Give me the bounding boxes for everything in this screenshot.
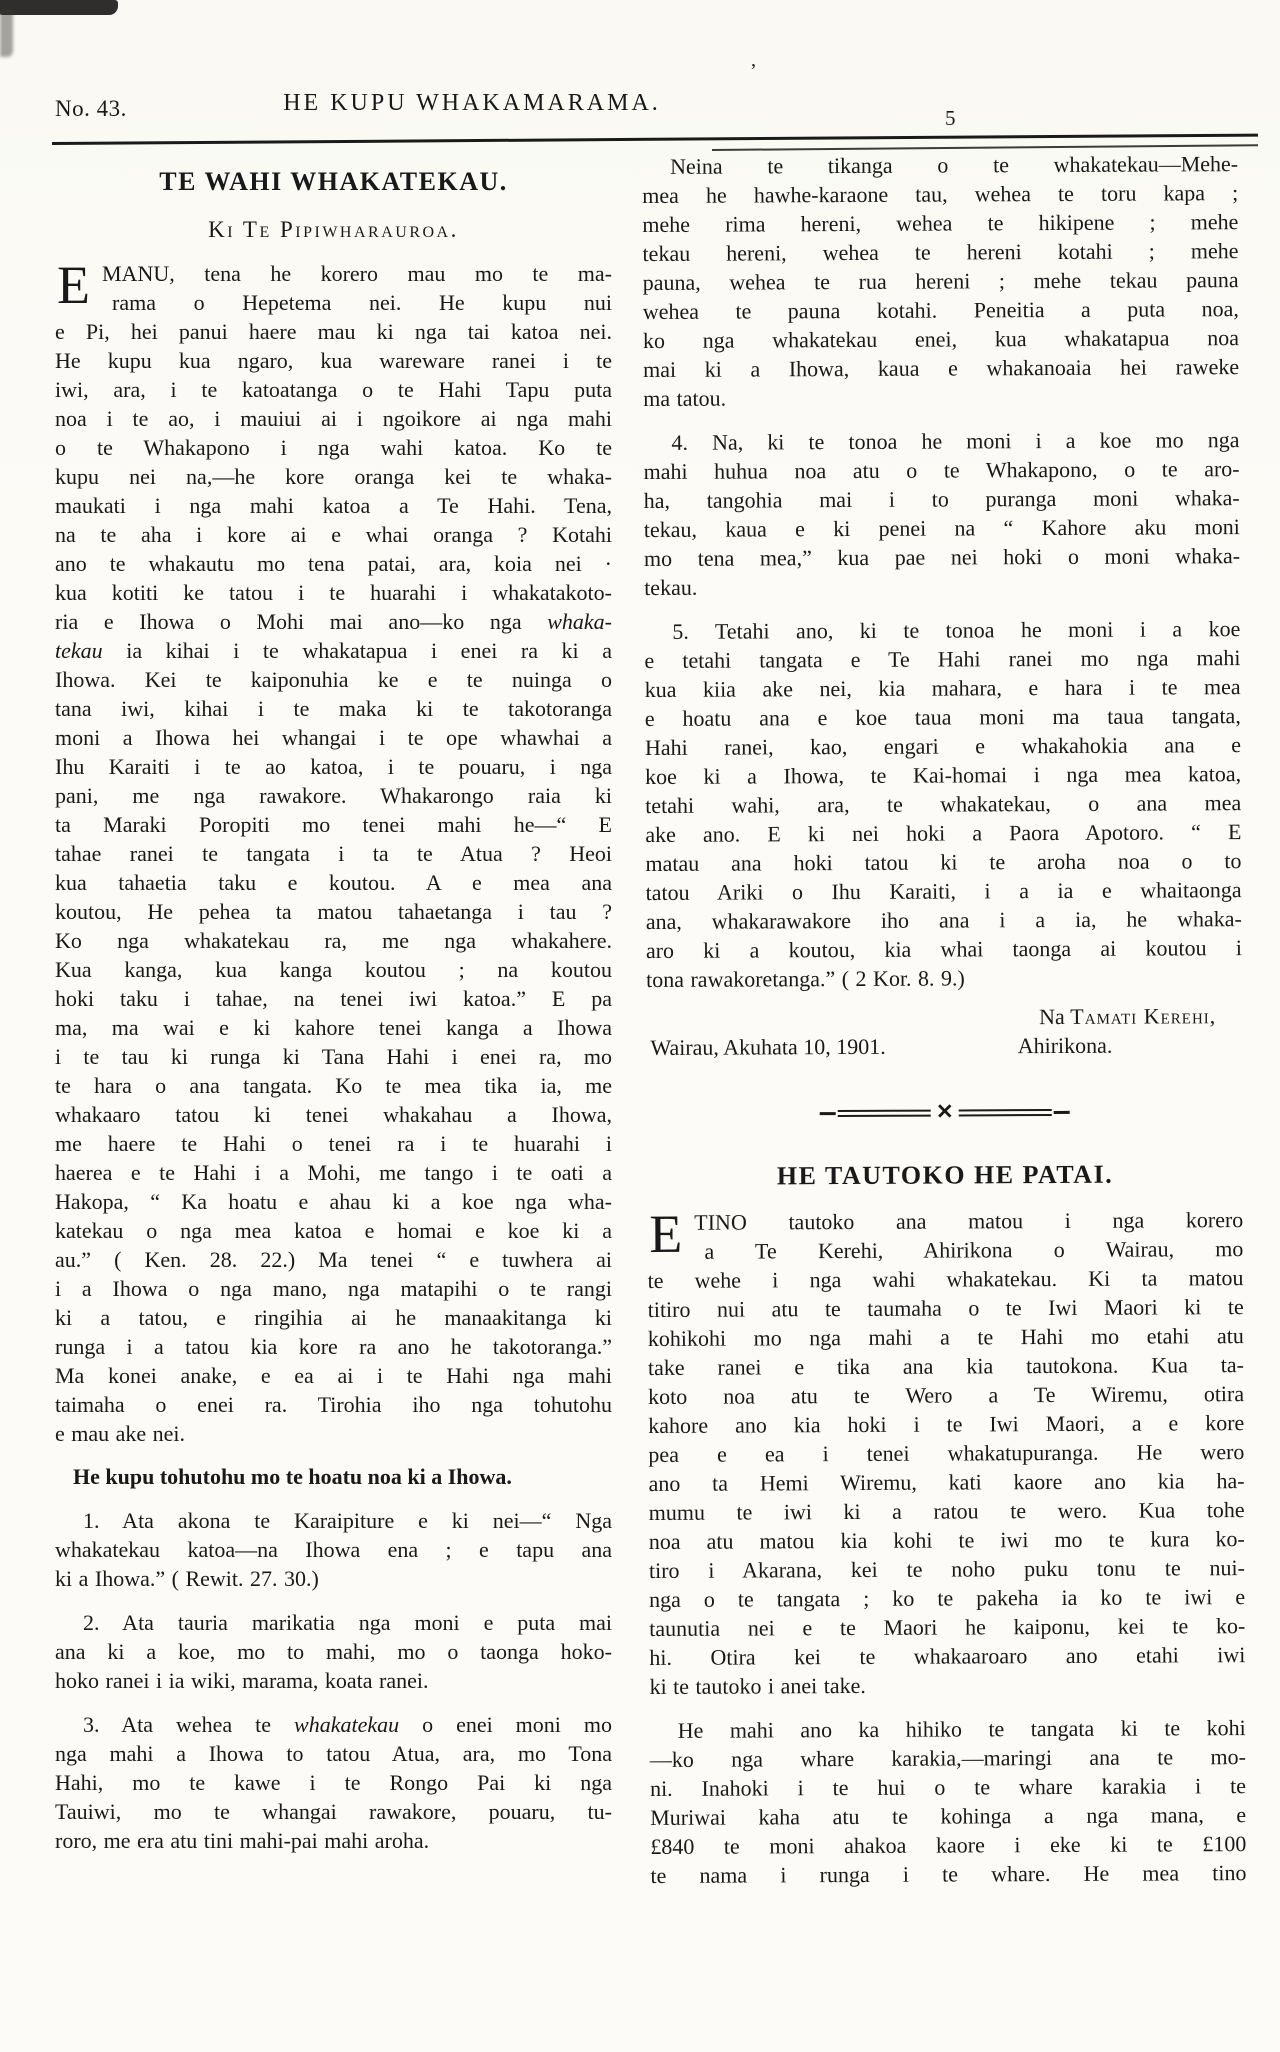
text-line: 2. Ata tauria marikatia nga moni e puta mai	[83, 1610, 612, 1635]
text-line: £840 te moni ahakoa kaore i eke ki te £100	[650, 1831, 1247, 1859]
text-line: whakaaro tatou ki tenei whakahau a Ihowa,	[55, 1102, 612, 1127]
text-line: ki a Ihowa.” ( Rewit. 27. 30.)	[55, 1566, 319, 1591]
signature-role: Ahirikona.	[1017, 1032, 1113, 1059]
text-line: ana ki a koe, mo to mahi, mo o taonga hoko-	[55, 1639, 612, 1664]
text-line: 1. Ata akona te Karaipiture e ki nei—“ Nga	[83, 1508, 612, 1533]
text-line: i te tau ki runga ki Tana Hahi i enei ra, mo	[55, 1044, 612, 1069]
text-line: ko nga whakatekau enei, kua whakatapua noa	[642, 325, 1240, 353]
text-line: a Te Kerehi, Ahirikona o Wairau, mo	[704, 1236, 1244, 1264]
divider-rule	[959, 1109, 1052, 1116]
right-column	[642, 143, 1247, 1890]
text-line: rama o Hepetema nei. He kupu nui	[112, 290, 612, 315]
text-line: aro ki a koutou, kia whai taonga ai koutou i	[645, 935, 1242, 963]
text-line: hoki taku i tahae, na tenei iwi katoa.” E pa	[55, 986, 612, 1011]
text-line: hoko ranei i ia wiki, marama, koata ranei.	[55, 1668, 429, 1693]
text-line: te nama i runga i te whare. He mea tino	[650, 1860, 1247, 1888]
text-line: tatou Ariki o Ihu Karaiti, i a ia e whaitaonga	[645, 877, 1242, 905]
text-line: mai ki a Ihowa, kaua e whakanoaia hei raweke	[643, 354, 1240, 382]
text-line: ria e Ihowa o Mohi mai ano—ko nga whaka-	[55, 609, 612, 634]
article-heading: TE WAHI WHAKATEKAU.	[159, 167, 508, 196]
text-line: ki a tatou, e ringihia ai he manaakitanga ki	[55, 1305, 612, 1330]
text-line: haerea e te Hahi i a Mohi, me tango i te oati a	[55, 1160, 612, 1185]
text-line: Ihu Karaiti i te ao katoa, i te pouaru, i nga	[55, 754, 612, 779]
text-line: ano te whakautu mo tena patai, ara, koia nei ·	[55, 551, 612, 576]
article-heading: HE TAUTOKO HE PATAI.	[776, 1159, 1114, 1191]
section-divider	[820, 1099, 1070, 1124]
signature-details	[646, 1030, 1242, 1062]
text-line: tana iwi, kihai i te maka ki te takotoranga	[55, 696, 612, 721]
text-line: tahae ranei te tangata i ta te Atua ? Heoi	[55, 841, 612, 866]
text-line: i a Ihowa o nga mano, nga matapihi o te rangi	[55, 1276, 612, 1301]
text-line: maukati i nga mahi katoa a Te Hahi. Tena,	[55, 493, 612, 518]
scan-smudge-streak	[0, 9, 13, 57]
text-line: 5. Tetahi ano, ki te tonoa he moni i a koe	[672, 616, 1241, 644]
text-line: e mau ake nei.	[55, 1421, 186, 1446]
text-line: au.” ( Ken. 28. 22.) Ma tenei “ e tuwhera ai	[55, 1247, 612, 1272]
text-line: pauna, wehea te rua hereni ; mehe tekau pauna	[642, 267, 1239, 295]
text-line: titiro nui atu te taumaha o te Iwi Maori ki te	[647, 1294, 1244, 1322]
text-line: e hoatu ana e koe taua moni ma taua tangata,	[644, 703, 1241, 731]
text-line: mehe rima hereni, wehea te hikipene ; mehe	[642, 209, 1239, 237]
text-line: wehea te pauna kotahi. Peneitia a puta noa,	[642, 296, 1239, 324]
text-line: koutou, He pehea ta matou tahaetanga i tau ?	[55, 899, 612, 924]
page-number: 5	[945, 106, 956, 130]
drop-cap: E	[57, 255, 90, 315]
text-line: noa i te ao, i mauiui ai i ngoikore ai nga mahi	[55, 406, 612, 431]
text-line: tiro i Akarana, kei te noho puku tonu te nui-	[648, 1555, 1246, 1583]
signature-block	[646, 1001, 1242, 1062]
text-line: nga o te tangata ; ko te pakeha ia ko te iwi e	[649, 1584, 1246, 1612]
text-line: TINO tautoko ana matou i nga korero	[694, 1207, 1244, 1235]
text-line: pani, me nga rawakore. Whakarongo raia ki	[55, 783, 612, 808]
text-line: He kupu kua ngaro, kua wareware ranei i te	[55, 348, 612, 373]
text-line: ta Maraki Poropiti mo tenei mahi he—“ E	[55, 812, 612, 837]
text-line: whakatekau katoa—na Ihowa ena ; e tapu ana	[55, 1537, 612, 1562]
text-line: koto noa atu te Wero a Te Wiremu, otira	[648, 1381, 1245, 1409]
masthead-title: HE KUPU WHAKAMARAMA.	[283, 90, 661, 116]
text-line: ki te tautoko i anei take.	[649, 1672, 866, 1699]
divider-end	[1054, 1111, 1070, 1113]
text-line: te wehe i nga wahi whakatekau. Ki ta matou	[647, 1265, 1244, 1293]
scan-smudge	[0, 0, 118, 15]
text-line: mumu te iwi ki a ratou te wero. Kua tohe	[648, 1497, 1245, 1525]
body-paragraph	[55, 1710, 612, 1855]
text-line: tekau ia kihai i te whakatapua i enei ra ki a	[55, 638, 612, 663]
text-line: ma, ma wai e ki kahore tenei kanga a Ihowa	[55, 1015, 612, 1040]
text-line: o te Whakapono i nga wahi katoa. Ko te	[55, 435, 612, 460]
body-paragraph	[55, 1608, 612, 1695]
italic-word: whaka-	[547, 609, 612, 634]
text-line: e tetahi tangata e Te Hahi ranei mo nga mahi	[644, 645, 1241, 673]
text-line: me haere te Hahi o tenei ra i te huarahi i	[55, 1131, 612, 1156]
text-line: kua kiia ake nei, kia mahara, e hara i te mea	[644, 674, 1241, 702]
text-line: mea he hawhe-karaone tau, wehea te toru kapa ;	[642, 180, 1239, 208]
text-line: —ko nga whare karakia,—maringi ana te mo-	[649, 1744, 1246, 1772]
text-line: hi. Otira kei te whakaaroaro ano etahi iwi	[649, 1642, 1246, 1670]
divider-cross-icon: ✕	[935, 1099, 954, 1124]
italic-word: whakatekau	[294, 1712, 400, 1737]
text-line: tona rawakoretanga.” ( 2 Kor. 8. 9.)	[646, 965, 965, 992]
text-line: ake ano. E ki nei hoki a Paora Apotoro. “ E	[645, 819, 1242, 847]
body-paragraph	[55, 1506, 612, 1593]
text-line: Ma konei anake, e ea ai i te Hahi nga mahi	[55, 1363, 612, 1388]
text-line: take ranei e tika ana kia tautokona. Kua ta-	[647, 1352, 1245, 1380]
text-line: taimaha o enei ra. Tirohia iho nga tohutohu	[55, 1392, 612, 1417]
divider-rule	[838, 1110, 931, 1117]
text-line: He mahi ano ka hihiko te tangata ki te kohi	[677, 1715, 1246, 1743]
drop-cap: E	[649, 1203, 683, 1264]
text-line: ni. Inahoki i te hui o te whare karakia i te	[649, 1773, 1247, 1801]
text-line: 4. Na, ki te tonoa he moni i a koe mo nga	[671, 427, 1240, 455]
text-line: mo tena mea,” kua pae nei hoki o moni whaka-	[643, 543, 1241, 571]
body-paragraph	[650, 1713, 1247, 1890]
signature-name	[646, 1001, 1242, 1033]
article-subheading: Ki Te Pipiwharauroa.	[208, 217, 459, 242]
body-paragraph	[644, 614, 1242, 994]
body-paragraph	[647, 1205, 1245, 1701]
text-line: moni a Ihowa hei whangai i te ope whawhai a	[55, 725, 612, 750]
body-paragraph	[643, 425, 1240, 602]
text-line: kupu nei na,—he kore oranga kei te whaka-	[55, 464, 612, 489]
text-line: tekau hereni, wehea te hereni kotahi ; mehe	[642, 238, 1239, 266]
text-line: tekau, kaua e ki penei na “ Kahore aku moni	[643, 514, 1240, 542]
text-line: kahore ano kia hoki i te Iwi Maori, a e kore	[648, 1410, 1245, 1438]
divider-end	[820, 1112, 836, 1114]
text-line: Muriwai kaha atu te kohinga a nga mana, e	[650, 1802, 1247, 1830]
text-line: taunutia nei e te Maori he kaiponu, kei te ko-	[649, 1613, 1246, 1641]
text-line: pea e ea i tenei whakatupuranga. He wero	[648, 1439, 1245, 1467]
text-line: tetahi wahi, ara, te whakatekau, o ana mea	[645, 790, 1242, 818]
italic-word: tekau	[55, 638, 103, 663]
text-line: ano ta Hemi Wiremu, kati kaore ano kia ha-	[648, 1468, 1245, 1496]
signature-place-date: Wairau, Akuhata 10, 1901.	[650, 1033, 886, 1060]
text-line: tekau.	[644, 574, 698, 600]
text-line: kua tahaetia taku e koutou. A e mea ana	[55, 870, 612, 895]
text-line: matau ana hoki tatou ki te aroha noa o to	[645, 848, 1242, 876]
text-line: na te aha i kore ai e whai oranga ? Kotahi	[55, 522, 612, 547]
scan-stray-mark: ’	[750, 60, 757, 82]
text-line: Kua kanga, kua kanga koutou ; na koutou	[55, 957, 612, 982]
text-line: 3. Ata wehea te whakatekau o enei moni mo	[83, 1712, 612, 1737]
text-line: Ko nga whakatekau ra, me nga whakahere.	[55, 928, 612, 953]
text-line: katekau o nga mea katoa e homai e koe ki a	[55, 1218, 612, 1243]
text-line: mahi huhua noa atu o te Whakapono, o te aro-	[643, 456, 1240, 484]
text-line: noa atu matou kia kohi te iwi mo te kura ko-	[648, 1526, 1245, 1554]
text-line: te hara o ana tangata. Ko te mea tika ia, me	[55, 1073, 612, 1098]
left-column	[55, 150, 612, 1855]
text-line: kohikohi mo nga mahi a te Hahi mo etahi atu	[647, 1323, 1244, 1351]
text-line: ha, tangohia mai i to puranga moni whaka-	[643, 485, 1240, 513]
body-paragraph	[642, 149, 1239, 413]
text-line: iwi, ara, i te katoatanga o te Hahi Tapu puta	[55, 377, 612, 402]
text-line: Hahi ranei, kao, engari e whakahokia ana e	[644, 732, 1241, 760]
signature-prefix: Na	[1039, 1003, 1071, 1030]
body-paragraph	[55, 255, 612, 1448]
text-line: kua kotiti ke tatou i te huarahi i whakatakoto-	[55, 580, 612, 605]
signature-person-name: Tamati Kerehi,	[1070, 1003, 1217, 1029]
text-line: runga i a tatou kia kore ra ano he takotoranga.”	[55, 1334, 612, 1359]
text-line: roro, me era atu tini mahi-pai mahi aroha.	[55, 1828, 430, 1853]
instructions-subheading: He kupu tohutohu mo te hoatu noa ki a Ihowa.	[73, 1464, 512, 1489]
text-line: Hahi, mo te kawe i te Rongo Pai ki nga	[55, 1770, 612, 1795]
text-line: Hakopa, “ Ka hoatu e ahau ki a koe nga wha-	[55, 1189, 612, 1214]
text-line: ana, whakarawakore iho ana i a ia, he whaka-	[645, 906, 1242, 934]
text-line: Ihowa. Kei te kaiponuhia ke e te nuinga o	[55, 667, 612, 692]
text-line: nga mahi a Ihowa to tatou Atua, ara, mo Tona	[55, 1741, 612, 1766]
text-line: Tauiwi, mo te whangai rawakore, pouaru, tu-	[55, 1799, 612, 1824]
text-line: MANU, tena he korero mau mo te ma-	[102, 261, 612, 286]
masthead-issue-number: No. 43.	[55, 96, 127, 121]
text-line: ma tatou.	[643, 385, 727, 411]
text-line: Neina te tikanga o te whakatekau—Mehe-	[670, 151, 1239, 179]
text-line: koe ki a Ihowa, te Kai-homai i nga mea katoa,	[645, 761, 1242, 789]
text-line: e Pi, hei panui haere mau ki nga tai katoa nei.	[55, 319, 612, 344]
